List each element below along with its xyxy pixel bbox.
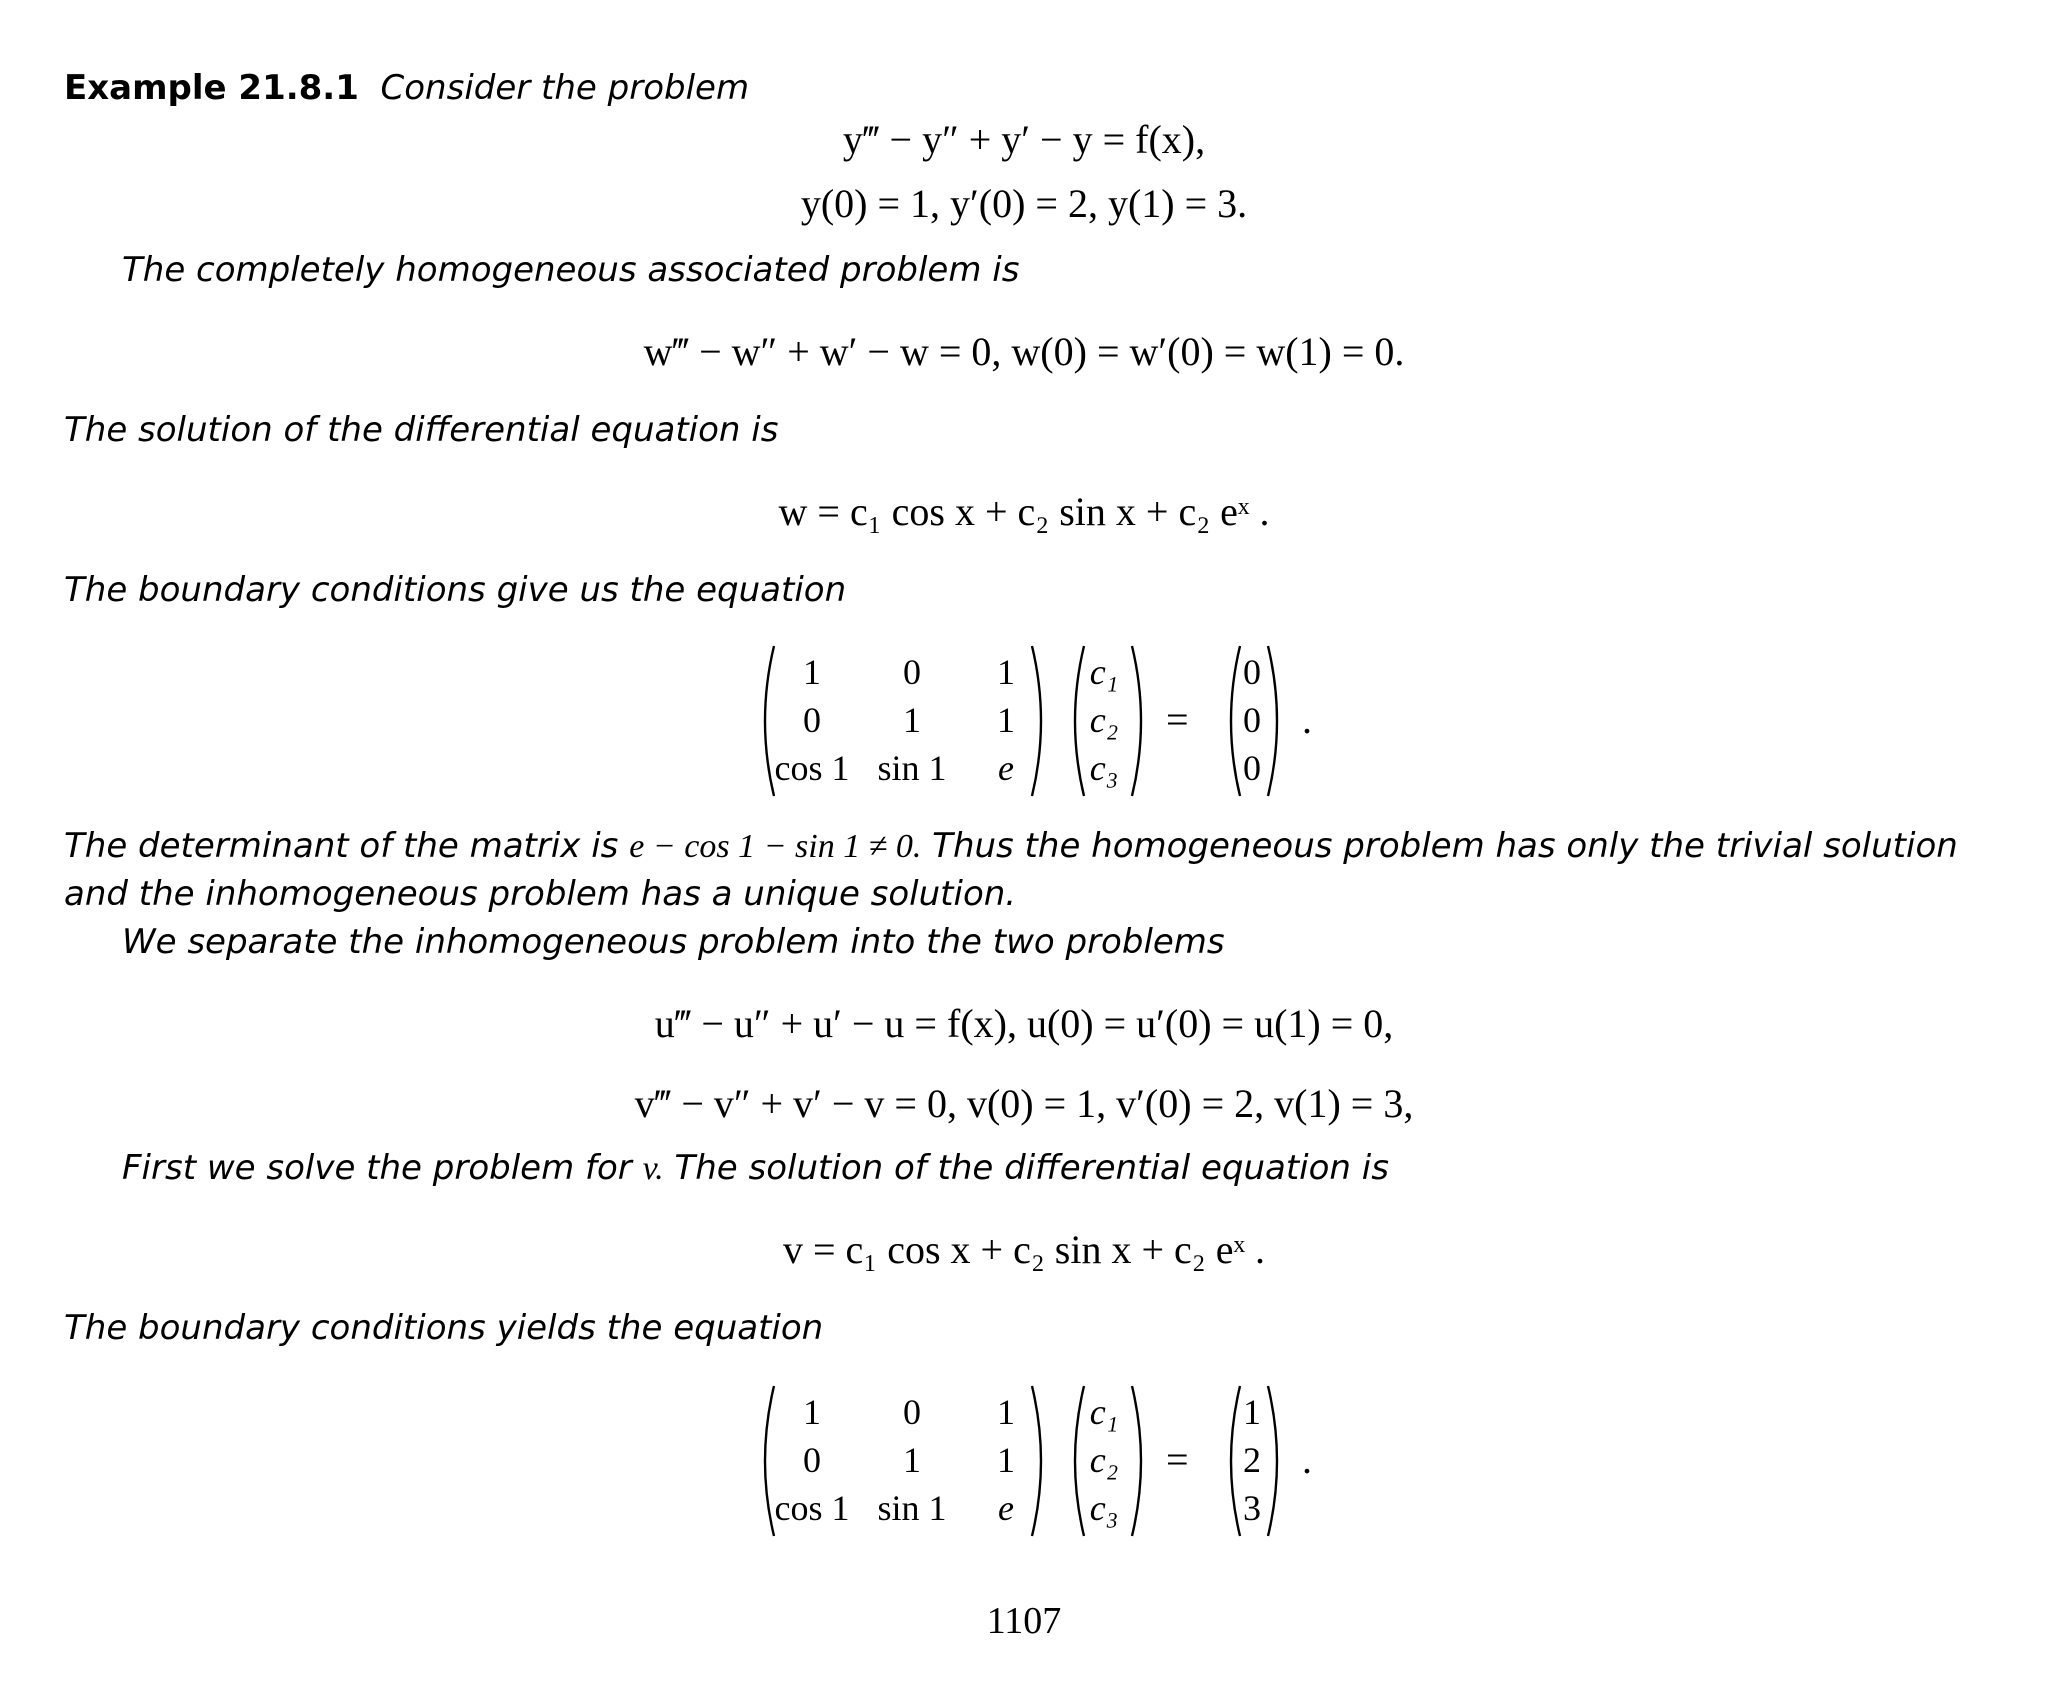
paragraph-unique-solution: and the inhomogeneous problem has a unique solution. <box>64 874 1017 914</box>
determinant-conclusion: Thus the homogeneous problem has only the trivial solution <box>932 826 1958 866</box>
example-label: Example 21.8.1 <box>64 68 359 108</box>
vector-entry: c₃ <box>1089 1488 1119 1528</box>
right-paren-icon <box>1130 644 1152 798</box>
coefficient-matrix <box>754 1382 1054 1542</box>
determinant-math: e − cos 1 − sin 1 ≠ 0. <box>629 828 922 865</box>
vector-entry: c₁ <box>1089 652 1119 692</box>
vector-entry: 0 <box>1243 700 1261 740</box>
coefficient-matrix <box>754 642 1054 802</box>
paragraph-determinant <box>64 822 1958 871</box>
equation-v-solution: v = c₁ cos x + c₂ sin x + c₂ eˣ . <box>782 1227 1266 1272</box>
paragraph-solve-v <box>122 1144 1389 1193</box>
page-number: 1107 <box>986 1600 1062 1642</box>
equals-sign: = <box>1166 1437 1189 1482</box>
matrix-cell: e <box>998 748 1014 788</box>
solve-v-text: First we solve the problem for <box>122 1148 632 1188</box>
matrix-cell: 1 <box>803 1392 821 1432</box>
paragraph-homogeneous-intro: The completely homogeneous associated problem is <box>122 250 1020 290</box>
right-paren-icon <box>1266 644 1288 798</box>
matrix-cell: 0 <box>803 700 821 740</box>
vector-entry: c₂ <box>1089 1440 1119 1480</box>
vector-entry: c₂ <box>1089 700 1119 740</box>
right-paren-icon <box>1266 1384 1288 1538</box>
paragraph-separate: We separate the inhomogeneous problem into the two problems <box>122 922 1225 962</box>
matrix-cell: sin 1 <box>877 748 947 788</box>
vector-entry: c₁ <box>1089 1392 1119 1432</box>
matrix-cell: cos 1 <box>774 1488 850 1528</box>
equation-u-problem: u‴ − u″ + u′ − u = f(x), u(0) = u′(0) = u(1) = 0, <box>654 1001 1394 1046</box>
period: . <box>1302 1437 1312 1482</box>
matrix-cell: cos 1 <box>774 748 850 788</box>
right-paren-icon <box>1030 644 1052 798</box>
equation-ode: y‴ − y″ + y′ − y = f(x), <box>842 117 1206 162</box>
rhs-vector <box>1220 1382 1290 1542</box>
vector-entry: 1 <box>1243 1392 1261 1432</box>
unknown-vector <box>1064 1382 1154 1542</box>
vector-entry: c₃ <box>1089 748 1119 788</box>
solve-v-conclusion: The solution of the differential equation is <box>674 1148 1389 1188</box>
equation-v-problem: v‴ − v″ + v′ − v = 0, v(0) = 1, v′(0) = 2, v(1) = 3, <box>634 1081 1414 1126</box>
example-intro: Consider the problem <box>380 68 750 108</box>
matrix-cell: 0 <box>903 1392 921 1432</box>
vector-entry: 0 <box>1243 748 1261 788</box>
matrix-cell: 1 <box>903 1440 921 1480</box>
matrix-cell: 0 <box>803 1440 821 1480</box>
solve-v-variable: v. <box>642 1150 664 1187</box>
equals-sign: = <box>1166 697 1189 742</box>
unknown-vector <box>1064 642 1154 802</box>
vector-entry: 0 <box>1243 652 1261 692</box>
matrix-cell: e <box>998 1488 1014 1528</box>
matrix-cell: 1 <box>997 1440 1015 1480</box>
period: . <box>1302 697 1312 742</box>
matrix-cell: 1 <box>803 652 821 692</box>
matrix-cell: 1 <box>903 700 921 740</box>
right-paren-icon <box>1030 1384 1052 1538</box>
matrix-cell: 1 <box>997 1392 1015 1432</box>
matrix-cell: 1 <box>997 652 1015 692</box>
paragraph-boundary-intro: The boundary conditions give us the equation <box>64 570 847 610</box>
equation-w-solution: w = c₁ cos x + c₂ sin x + c₂ eˣ . <box>778 489 1270 534</box>
matrix-cell: sin 1 <box>877 1488 947 1528</box>
right-paren-icon <box>1130 1384 1152 1538</box>
paragraph-boundary-yields: The boundary conditions yields the equation <box>64 1308 824 1348</box>
determinant-text: The determinant of the matrix is <box>64 826 619 866</box>
equation-homogeneous: w‴ − w″ + w′ − w = 0, w(0) = w′(0) = w(1) = 0. <box>643 329 1405 374</box>
rhs-vector <box>1220 642 1290 802</box>
equation-boundary-conditions: y(0) = 1, y′(0) = 2, y(1) = 3. <box>800 181 1248 226</box>
matrix-cell: 0 <box>903 652 921 692</box>
matrix-cell: 1 <box>997 700 1015 740</box>
example-heading <box>64 64 749 112</box>
vector-entry: 2 <box>1243 1440 1261 1480</box>
vector-entry: 3 <box>1243 1488 1261 1528</box>
paragraph-solution-intro: The solution of the differential equation is <box>64 410 779 450</box>
